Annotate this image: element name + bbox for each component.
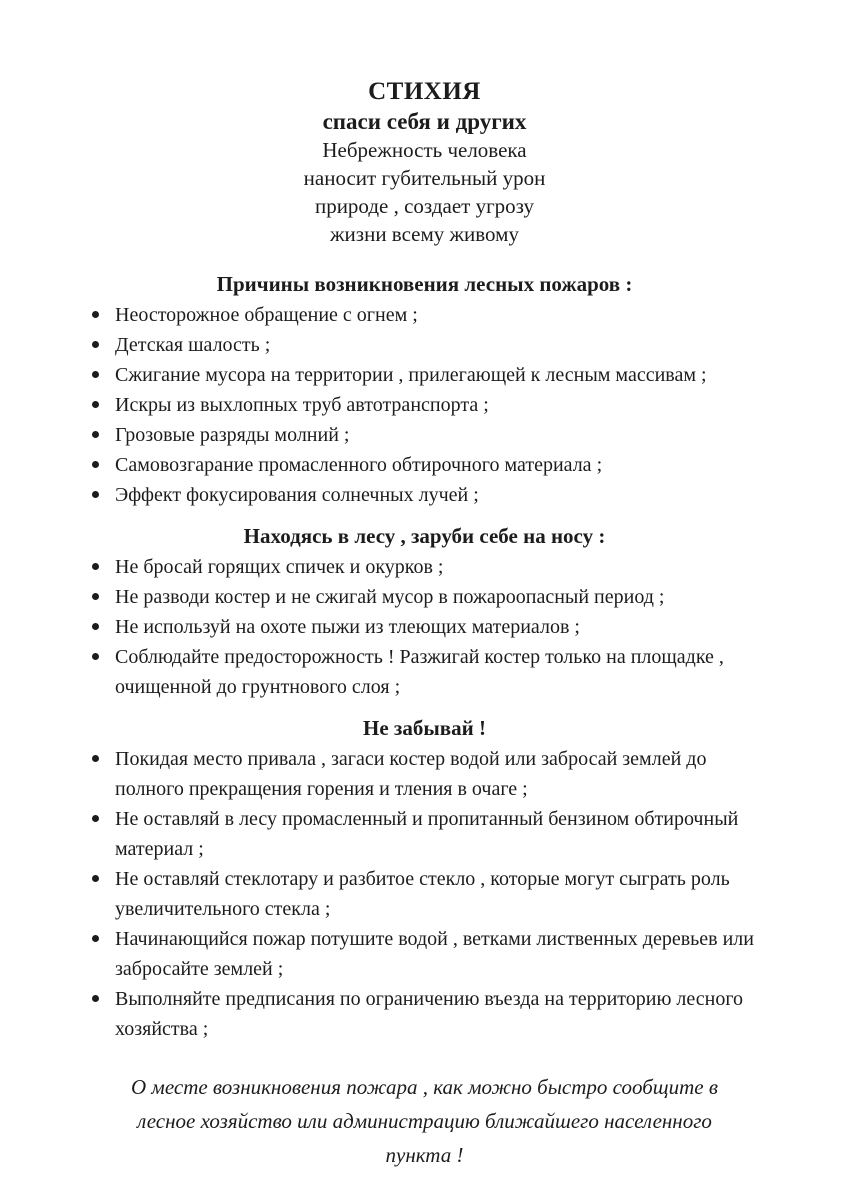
bullet-icon xyxy=(92,431,99,438)
list-item xyxy=(115,420,769,450)
list-item-text: Соблюдайте предосторожность ! Разжигай костер только на площадке , очищенной до грунтнового слоя ; xyxy=(115,646,724,698)
bullet-list xyxy=(0,300,849,510)
list-item xyxy=(115,612,769,642)
list-item-text: Не бросай горящих спичек и окурков ; xyxy=(115,556,444,578)
section-remember xyxy=(0,714,849,1044)
bullet-icon xyxy=(92,995,99,1002)
bullet-icon xyxy=(92,491,99,498)
list-item-text: Выполняйте предписания по ограничению въезда на территорию лесного хозяйства ; xyxy=(115,988,744,1040)
list-item xyxy=(115,480,769,510)
list-item-text: Не разводи костер и не сжигай мусор в пожароопасный период ; xyxy=(115,586,665,608)
list-item-text: Не используй на охоте пыжи из тлеющих материалов ; xyxy=(115,616,580,638)
bullet-icon xyxy=(92,755,99,762)
list-item-text: Детская шалость ; xyxy=(115,334,271,356)
list-item-text: Искры из выхлопных труб автотранспорта ; xyxy=(115,394,489,416)
header-line: наносит губительный урон xyxy=(303,166,546,190)
bullet-icon xyxy=(92,311,99,318)
header-line: Небрежность человека xyxy=(322,138,527,162)
page-title: СТИХИЯ xyxy=(368,78,481,105)
list-item-text: Грозовые разряды молний ; xyxy=(115,424,350,446)
bullet-icon xyxy=(92,461,99,468)
header-line: жизни всему живому xyxy=(330,222,519,246)
section-heading: Причины возникновения лесных пожаров : xyxy=(216,272,633,296)
bullet-icon xyxy=(92,935,99,942)
list-item xyxy=(115,864,769,924)
list-item-text: Начинающийся пожар потушите водой , ветками лиственных деревьев или забросайте землей ; xyxy=(115,928,754,980)
list-item xyxy=(115,804,769,864)
list-item xyxy=(115,744,769,804)
list-item xyxy=(115,924,769,984)
list-item xyxy=(115,984,769,1044)
page-subtitle: спаси себя и других xyxy=(322,109,527,134)
list-item xyxy=(115,582,769,612)
list-item xyxy=(115,330,769,360)
bullet-list xyxy=(0,552,849,702)
list-item xyxy=(115,390,769,420)
bullet-list xyxy=(0,744,849,1044)
section-fire-causes xyxy=(0,270,849,510)
bullet-icon xyxy=(92,815,99,822)
bullet-icon xyxy=(92,371,99,378)
bullet-icon xyxy=(92,341,99,348)
list-item-text: Сжигание мусора на территории , прилегающей к лесным массивам ; xyxy=(115,364,707,386)
list-item xyxy=(115,552,769,582)
list-item xyxy=(115,360,769,390)
list-item-text: Эффект фокусирования солнечных лучей ; xyxy=(115,484,479,506)
bullet-icon xyxy=(92,623,99,630)
bullet-icon xyxy=(92,401,99,408)
bullet-icon xyxy=(92,875,99,882)
list-item-text: Самовозгарание промасленного обтирочного материала ; xyxy=(115,454,603,476)
document-header xyxy=(0,0,849,248)
section-heading: Находясь в лесу , заруби себе на носу : xyxy=(243,524,606,548)
bullet-icon xyxy=(92,593,99,600)
section-heading: Не забывай ! xyxy=(363,716,486,740)
header-line: природе , создает угрозу xyxy=(314,194,535,218)
list-item-text: Не оставляй в лесу промасленный и пропитанный бензином обтирочный материал ; xyxy=(115,808,739,860)
list-item-text: Неосторожное обращение с огнем ; xyxy=(115,304,418,326)
list-item-text: Покидая место привала , загаси костер водой или забросай землей до полного прекращения горения и тления в очаге ; xyxy=(115,748,707,800)
list-item xyxy=(115,450,769,480)
bullet-icon xyxy=(92,563,99,570)
bullet-icon xyxy=(92,653,99,660)
footer-note: О месте возникновения пожара , как можно быстро сообщите в лесное хозяйство или администрацию ближайшего населенного пункта ! xyxy=(131,1075,718,1167)
list-item xyxy=(115,642,769,702)
section-forest-rules xyxy=(0,522,849,702)
list-item xyxy=(115,300,769,330)
list-item-text: Не оставляй стеклотару и разбитое стекло , которые могут сыграть роль увеличительного стекла ; xyxy=(115,868,730,920)
